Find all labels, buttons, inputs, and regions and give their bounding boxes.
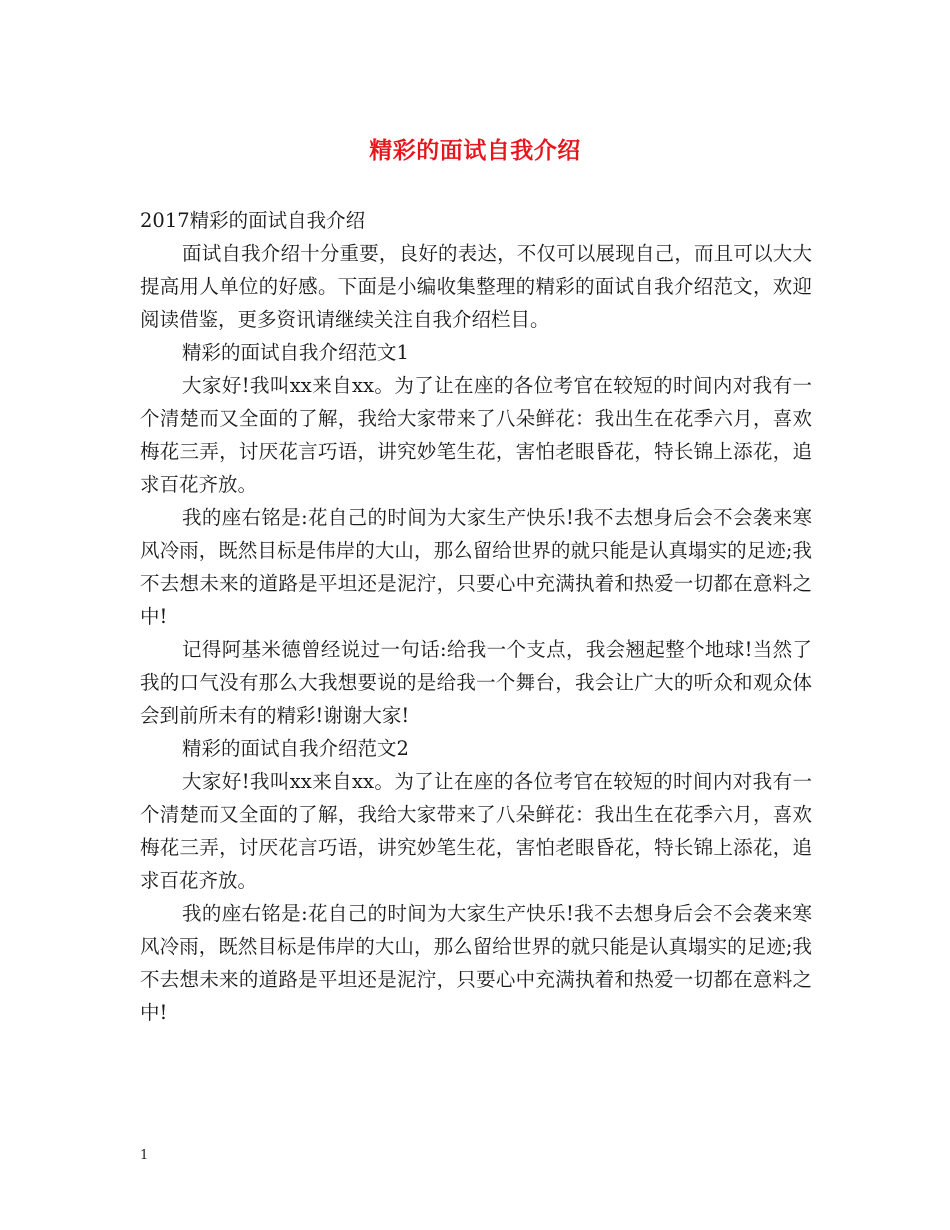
document-body — [140, 204, 812, 1029]
sample-1-paragraph-1: 大家好!我叫xx来自xx。为了让在座的各位考官在较短的时间内对我有一个清楚而又全面的了解，我给大家带来了八朵鲜花：我出生在花季六月，喜欢梅花三弄，讨厌花言巧语，讲究妙笔生花，害怕老眼昏花，特长锦上添花，追求百花齐放。 — [140, 374, 812, 496]
document-subtitle: 2017精彩的面试自我介绍 — [140, 209, 366, 232]
sample-2-heading: 精彩的面试自我介绍范文2 — [182, 737, 409, 760]
sample-1-heading: 精彩的面试自我介绍范文1 — [182, 341, 409, 364]
intro-paragraph: 面试自我介绍十分重要，良好的表达，不仅可以展现自己，而且可以大大提高用人单位的好感。下面是小编收集整理的精彩的面试自我介绍范文，欢迎阅读借鉴，更多资讯请继续关注自我介绍栏目。 — [140, 242, 812, 331]
sample-1-paragraph-2: 我的座右铭是:花自己的时间为大家生产快乐!我不去想身后会不会袭来寒风冷雨，既然目标是伟岸的大山，那么留给世界的就只能是认真塌实的足迹;我不去想未来的道路是平坦还是泥泞，只要心中充满执着和热爱一切都在意料之中! — [140, 506, 812, 628]
sample-2-paragraph-2: 我的座右铭是:花自己的时间为大家生产快乐!我不去想身后会不会袭来寒风冷雨，既然目标是伟岸的大山，那么留给世界的就只能是认真塌实的足迹;我不去想未来的道路是平坦还是泥泞，只要心中充满执着和热爱一切都在意料之中! — [140, 902, 812, 1024]
sample-2-paragraph-1: 大家好!我叫xx来自xx。为了让在座的各位考官在较短的时间内对我有一个清楚而又全面的了解，我给大家带来了八朵鲜花：我出生在花季六月，喜欢梅花三弄，讨厌花言巧语，讲究妙笔生花，害怕老眼昏花，特长锦上添花，追求百花齐放。 — [140, 770, 812, 892]
page-number: 1 — [140, 1148, 149, 1163]
sample-1-paragraph-3: 记得阿基米德曾经说过一句话:给我一个支点，我会翘起整个地球!当然了我的口气没有那么大我想要说的是给我一个舞台，我会让广大的听众和观众体会到前所未有的精彩!谢谢大家! — [140, 638, 812, 727]
document-title: 精彩的面试自我介绍 — [369, 137, 581, 164]
